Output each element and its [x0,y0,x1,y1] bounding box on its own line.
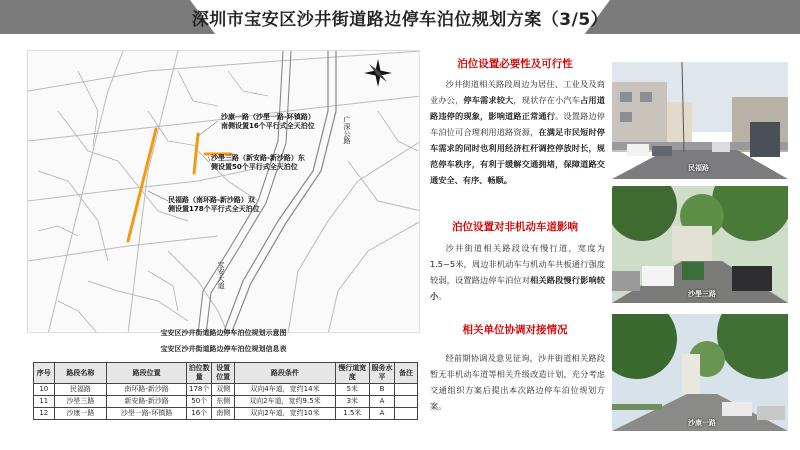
place-label-baoan: 宝安大道 [217,261,225,289]
table-caption: 宝安区沙井街道路边停车泊位规划信息表 [160,345,287,353]
table-header-row [34,363,418,384]
table-cell: 5米 [335,384,369,396]
parking-segment-minfu [128,129,156,241]
table-cell [395,384,418,396]
table-row [34,384,418,396]
column-header: 路段条件 [235,363,336,384]
header-bar-left [0,0,215,34]
photo-shaxue-3-road [612,186,788,303]
table-cell: 50个 [187,396,212,408]
photo-caption: 沙壆三路 [688,290,716,298]
section-text-nonmotor: 沙井街道相关路段设有慢行道，宽度为1.5~5米，周边非机动车与机动车共板通行强度较弱，设置路边停车泊位对相关路段慢行影响较小。 [430,243,605,301]
place-label-guangshen: 广深公路 [343,116,351,144]
table-cell: 10 [34,384,55,396]
column-header: 服务水平 [369,363,394,384]
table-cell: 双向4车道，宽约14米 [235,384,336,396]
parking-info-table [33,362,418,420]
table-cell: 沙康一路 [54,408,107,420]
table-cell [395,408,418,420]
street-map [27,50,420,333]
column-header: 备注 [395,363,418,384]
map-caption: 宝安区沙井街道路边停车泊位规划示意图 [160,329,287,337]
table-cell: 双向2车道，宽约9.5米 [235,396,336,408]
table-cell: 民福路 [54,384,107,396]
column-header: 路段位置 [107,363,187,384]
column-header: 路段名称 [54,363,107,384]
column-header: 设置位置 [212,363,235,384]
header-bar-right [585,0,800,34]
table-cell: 11 [34,396,55,408]
table-cell: 178个 [187,384,212,396]
table-cell: 3米 [335,396,369,408]
annotation-minfu: 民福路（南环路-新沙路）双侧设置178个平行式全天泊位 [168,196,260,213]
table-cell [395,396,418,408]
table-cell: 1.5米 [335,408,369,420]
table-cell: 东侧 [212,396,235,408]
photo-caption: 民福路 [688,164,709,172]
table-cell: A [369,408,394,420]
table-cell: 南侧 [212,408,235,420]
column-header: 序号 [34,363,55,384]
table-cell: 12 [34,408,55,420]
table-cell: 新安路-新沙路 [107,396,187,408]
table-cell: B [369,384,394,396]
section-heading-necessity: 泊位设置必要性及可行性 [457,58,573,70]
section-heading-nonmotor: 泊位设置对非机动车道影响 [452,221,578,233]
map-drawing [28,51,420,333]
table-cell: 沙壆一路-环镇路 [107,408,187,420]
column-header: 慢行道宽度 [335,363,369,384]
table-cell: 双向2车道，宽约10米 [235,408,336,420]
table-row [34,408,418,420]
table-cell: 16个 [187,408,212,420]
table-cell: A [369,396,394,408]
section-heading-coordination: 相关单位协调对接情况 [462,324,568,336]
page-header [0,0,800,40]
section-text-necessity: 沙井街道相关路段周边为居住、工业及及商业办公，停车需求较大，现状存在小汽车占用道路违停的现象，影响道路正常通行。设置路边停车泊位可合理利用道路资源，在满足市民短时停车需求的同时也利用经济杠杆调控停放时长，规范停车秩序，有利于缓解交通拥堵，保障道路交通安全、有序、畅顺。 [430,79,605,185]
annotation-shaxue-3: 沙壆三路（新安路-新沙路）东侧设置50个平行式全天泊位 [211,154,305,171]
annotation-shakang-1: 沙康一路（沙壆一路-环镇路）南侧设置16个平行式全天泊位 [221,113,315,130]
photo-shakang-1-road [612,314,788,431]
page-title: 深圳市宝安区沙井街道路边停车泊位规划方案（3/5） [191,10,609,30]
column-header: 泊位数量 [187,363,212,384]
table-cell: 双侧 [212,384,235,396]
north-arrow-icon [364,59,392,87]
photo-minfu-road [612,62,788,179]
table-cell: 南环路-新沙路 [107,384,187,396]
table-cell: 沙壆三路 [54,396,107,408]
table-row [34,396,418,408]
section-text-coordination: 经前期协调及意见征询，沙井街道相关路段暂无非机动车道等相关升级改造计划，充分考虑交通组织方案后提出本次路边停车泊位规划方案。 [430,353,605,411]
photo-caption: 沙康一路 [688,419,716,427]
parking-segment-shaxue-3 [194,134,198,173]
